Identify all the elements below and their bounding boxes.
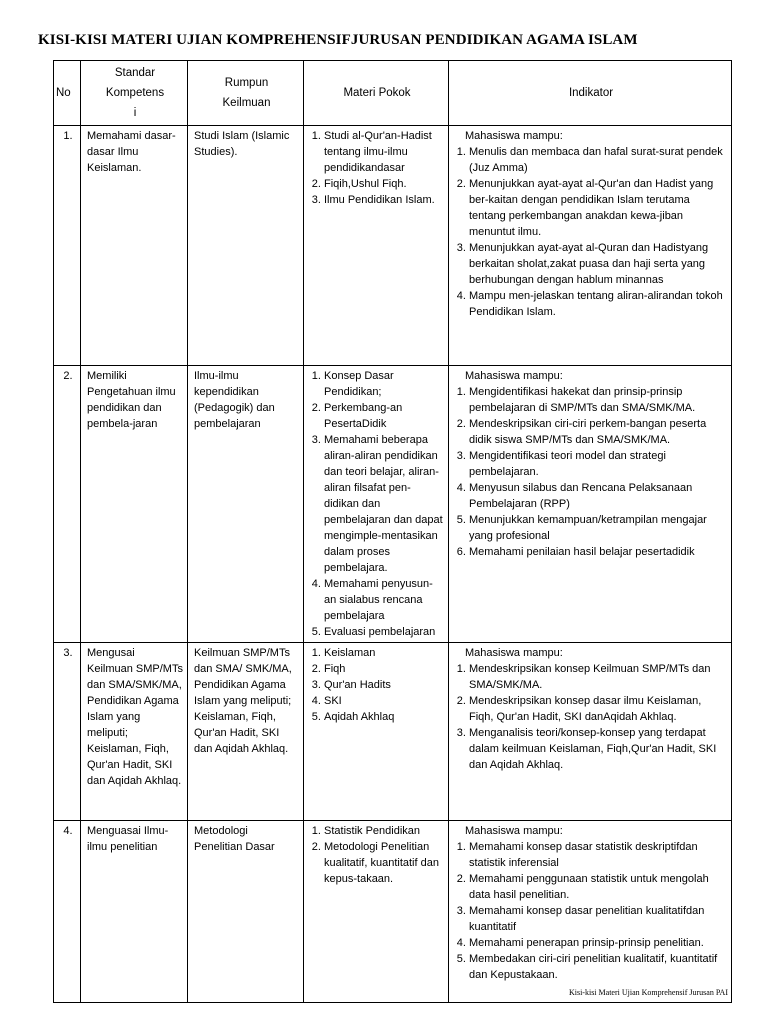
indikator-item: 1. Mengidentifikasi hakekat dan prinsip-prinsip pembelajaran di SMP/MTs dan SMA/SMK/MA. [469,384,727,416]
cell-indikator [449,821,732,1003]
cell-no: 3. [54,643,81,821]
indikator-item: 3. Menganalisis teori/konsep-konsep yang terdapat dalam keilmuan Keislaman, Fiqh,Qur'an Hadit, SKI dan Aqidah Akhlaq. [469,725,727,773]
indikator-item: 1. Mendeskripsikan konsep Keilmuan SMP/MTs dan SMA/SMK/MA. [469,661,727,693]
indikator-item: 4. Mampu men-jelaskan tentang aliran-alirandan tokoh Pendidikan Islam. [469,288,727,320]
page-footer: Kisi-kisi Materi Ujian Komprehensif Jurusan PAI [568,988,728,997]
indikator-item: 5. Menunjukkan kemampuan/ketrampilan mengajar yang profesional [469,512,727,544]
indikator-intro: Mahasiswa mampu: [465,647,563,659]
indikator-list [455,384,727,560]
table-row [54,643,732,821]
materi-item: 1. Konsep Dasar Pendidikan; [324,368,444,400]
indikator-item: 2. Memahami penggunaan statistik untuk mengolah data hasil penelitian. [469,871,727,903]
header-indikator: Indikator [449,61,732,126]
table-row [54,126,732,366]
materi-item: 2. Perkembang-an PesertaDidik [324,400,444,432]
indikator-item: 4. Memahami penerapan prinsip-prinsip penelitian. [469,935,727,951]
indikator-item: 1. Memahami konsep dasar statistik deskriptifdan statistik inferensial [469,839,727,871]
header-rumpun-keilmuan: Rumpun Keilmuan [188,61,304,126]
materi-item: 1. Statistik Pendidikan [324,823,444,839]
indikator-intro: Mahasiswa mampu: [465,825,563,837]
cell-materi-pokok [304,821,449,1003]
indikator-list [455,839,727,983]
indikator-list [455,661,727,773]
cell-indikator [449,366,732,643]
table-row [54,821,732,1003]
indikator-list [455,144,727,320]
cell-no: 2. [54,366,81,643]
header-materi-pokok: Materi Pokok [304,61,449,126]
header-standar-kompetensi: Standar Kompetens i [81,61,188,126]
indikator-item: 2. Menunjukkan ayat-ayat al-Qur'an dan Hadist yang ber-kaitan dengan pendidikan Islam terutama tentang perkembangan anakdan kewa-jiban menuntut ilmu. [469,176,727,240]
table-body [54,126,732,1003]
indikator-intro: Mahasiswa mampu: [465,370,563,382]
materi-item: 2. Metodologi Penelitian kualitatif, kuantitatif dan kepus-takaan. [324,839,444,887]
cell-standar-kompetensi: Memahami dasar-dasar Ilmu Keislaman. [81,126,188,366]
cell-standar-kompetensi: Memiliki Pengetahuan ilmu pendidikan dan pembela-jaran [81,366,188,643]
cell-rumpun-keilmuan: Ilmu-ilmu kependidikan (Pedagogik) dan pembelajaran [188,366,304,643]
indikator-item: 4. Menyusun silabus dan Rencana Pelaksanaan Pembelajaran (RPP) [469,480,727,512]
cell-standar-kompetensi: Mengusai Keilmuan SMP/MTs dan SMA/SMK/MA, Pendidikan Agama Islam yang meliputi; Keislaman, Fiqh, Qur'an Hadit, SKI dan Aqidah Akhlaq. [81,643,188,821]
cell-materi-pokok [304,366,449,643]
cell-no: 4. [54,821,81,1003]
indikator-item: 6. Memahami penilaian hasil belajar pesertadidik [469,544,727,560]
cell-materi-pokok [304,643,449,821]
materi-list [310,823,444,887]
header-row [54,61,732,126]
cell-standar-kompetensi: Menguasai Ilmu-ilmu penelitian [81,821,188,1003]
cell-materi-pokok [304,126,449,366]
document-title: KISI-KISI MATERI UJIAN KOMPREHENSIFJURUSAN PENDIDIKAN AGAMA ISLAM [38,32,638,48]
cell-no: 1. [54,126,81,366]
cell-rumpun-keilmuan: Keilmuan SMP/MTs dan SMA/ SMK/MA, Pendidikan Agama Islam yang meliputi; Keislaman, Fiqh, Qur'an Hadit, SKI dan Aqidah Akhlaq. [188,643,304,821]
cell-rumpun-keilmuan: Studi Islam (Islamic Studies). [188,126,304,366]
indikator-item: 1. Menulis dan membaca dan hafal surat-surat pendek (Juz Amma) [469,144,727,176]
materi-item: 2. Fiqih,Ushul Fiqh. [324,176,444,192]
indikator-item: 2. Mendeskripsikan ciri-ciri perkem-bangan peserta didik siswa SMP/MTs dan SMA/SMK/MA. [469,416,727,448]
materi-list [310,645,444,725]
materi-item: 1. Keislaman [324,645,444,661]
header-no: No [54,61,81,126]
materi-item: 4. Memahami penyusun-an sialabus rencana pembelajara [324,576,444,624]
indikator-item: 3. Menunjukkan ayat-ayat al-Quran dan Hadistyang berkaitan sholat,zakat puasa dan haji serta yang berhubungan dengan hablum minannas [469,240,727,288]
cell-indikator [449,126,732,366]
materi-item: 3. Memahami beberapa aliran-aliran pendidikan dan teori belajar, aliran-aliran filsafat pen-didikan dan pembelajaran dan dapat mengimple-mentasikan dalam proses pembelajara. [324,432,444,576]
materi-item: 5. Aqidah Akhlaq [324,709,444,725]
materi-item: 1. Studi al-Qur'an-Hadist tentang ilmu-ilmu pendidikandasar [324,128,444,176]
materi-list [310,128,444,208]
cell-rumpun-keilmuan: Metodologi Penelitian Dasar [188,821,304,1003]
table-row [54,366,732,643]
materi-item: 5. Evaluasi pembelajaran [324,624,444,640]
cell-indikator [449,643,732,821]
materi-list [310,368,444,640]
indikator-intro: Mahasiswa mampu: [465,130,563,142]
materi-item: 4. SKI [324,693,444,709]
materi-item: 2. Fiqh [324,661,444,677]
indikator-item: 3. Memahami konsep dasar penelitian kualitatifdan kuantitatif [469,903,727,935]
materi-item: 3. Qur'an Hadits [324,677,444,693]
kisi-kisi-table [53,60,732,1003]
materi-item: 3. Ilmu Pendidikan Islam. [324,192,444,208]
indikator-item: 3. Mengidentifikasi teori model dan strategi pembelajaran. [469,448,727,480]
table-header [54,61,732,126]
indikator-item: 2. Mendeskripsikan konsep dasar ilmu Keislaman, Fiqh, Qur'an Hadit, SKI danAqidah Akhlaq. [469,693,727,725]
indikator-item: 5. Membedakan ciri-ciri penelitian kualitatif, kuantitatif dan Kepustakaan. [469,951,727,983]
